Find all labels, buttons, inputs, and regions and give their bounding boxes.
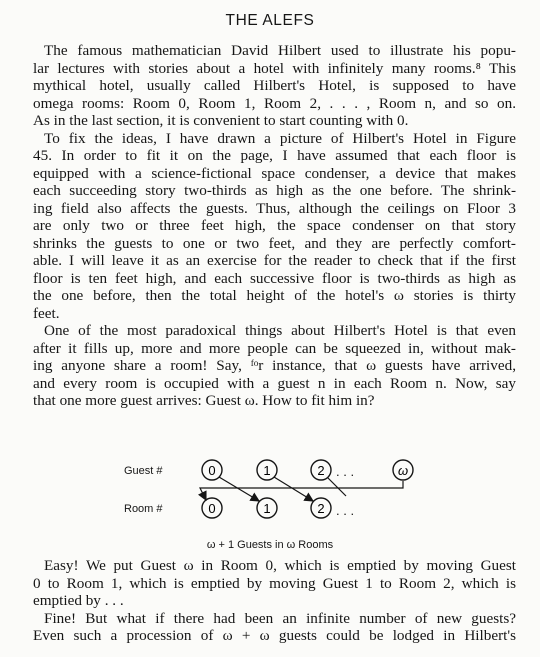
hotel-diagram	[0, 448, 540, 560]
room-ellipsis: . . .	[336, 503, 355, 518]
text-line: that one more guest arrives: Guest ω. How to fit him in?	[33, 392, 375, 409]
text-line: One of the most paradoxical things about Hilbert's Hotel is that even	[44, 322, 516, 339]
text-line: Even such a procession of ω + ω guests could be lodged in Hilbert's	[33, 627, 516, 644]
text-line: shrinks the guests to one or two feet, and they are perfectly comfort-	[33, 234, 516, 252]
text-line: the one before, then the total height of the hotel's ω stories is thirty	[33, 287, 516, 304]
room-0-number: 0	[208, 501, 216, 516]
text-line: and every room is occupied with a guest n in each Room n. Now, say	[33, 374, 516, 392]
diagram-caption: ω + 1 Guests in ω Rooms	[206, 539, 334, 551]
text-line: The famous mathematician David Hilbert used to illustrate his popu-	[44, 42, 516, 59]
guest-ellipsis: . . .	[336, 464, 355, 479]
room-2-circle	[311, 498, 331, 518]
text-line: ing anyone share a room! Say, ᶠᵒr instance, that ω guests have arrived,	[33, 357, 516, 374]
text-line: Fine! But what if there had been an infinite number of new guests?	[44, 609, 516, 627]
arrow-guest0-to-room1	[219, 477, 259, 501]
text-line: emptied by . . .	[33, 592, 124, 609]
text-line: To fix the ideas, I have drawn a picture of Hilbert's Hotel in Figure	[44, 129, 516, 147]
room-0-circle	[202, 498, 222, 518]
body-text-top	[33, 42, 516, 410]
room-2-number: 2	[317, 501, 325, 516]
guest-1-number: 1	[263, 463, 271, 478]
text-line: after it fills up, more and more people can be squeezed in, without mak-	[33, 339, 516, 357]
text-line: 45. In order to fit it on the page, I have assumed that each floor is	[33, 147, 516, 164]
text-line: floor is ten feet high, and each successive floor is two-thirds as high as	[33, 269, 516, 287]
room-1-number: 1	[263, 501, 271, 516]
arrow-guest1-to-room2	[274, 477, 313, 501]
text-line: feet.	[33, 304, 60, 322]
guest-2-number: 2	[317, 463, 325, 478]
text-line: Easy! We put Guest ω in Room 0, which is emptied by moving Guest	[44, 557, 516, 574]
text-line: ing field also affects the guests. Thus, although the ceilings on Floor 3	[33, 199, 516, 217]
arrow-guest2-onward	[328, 478, 346, 496]
text-line: lar lectures with stories about a hotel with infinitely many rooms.⁸ This	[33, 59, 516, 77]
text-line: As in the last section, it is convenient to start counting with 0.	[33, 112, 409, 129]
body-text-bottom	[33, 557, 516, 645]
section-heading: THE ALEFS	[225, 12, 315, 29]
room-row-label: Room #	[124, 503, 163, 515]
guest-0-number: 0	[208, 463, 216, 478]
guest-row-label: Guest #	[124, 465, 163, 477]
text-line: mythical hotel, usually called Hilbert's Hotel, is supposed to have	[33, 77, 516, 94]
guest-2-circle	[311, 460, 331, 480]
text-line: 0 to Room 1, which is emptied by moving Guest 1 to Room 2, which is	[33, 574, 516, 592]
guest-omega-circle	[393, 460, 413, 480]
guest-omega-symbol: ω	[397, 463, 409, 478]
room-1-circle	[257, 498, 277, 518]
text-line: equipped with a science-fictional space condenser, a device that makes	[33, 164, 516, 182]
text-line: omega rooms: Room 0, Room 1, Room 2, . . . , Room n, and so on.	[33, 94, 516, 112]
text-line: each succeeding story two-thirds as high as the one before. The shrink-	[33, 182, 516, 199]
text-line: are only two or three feet high, the space condenser on that story	[33, 217, 516, 234]
text-line: able. I will leave it as an exercise for the reader to check that if the first	[33, 252, 516, 269]
